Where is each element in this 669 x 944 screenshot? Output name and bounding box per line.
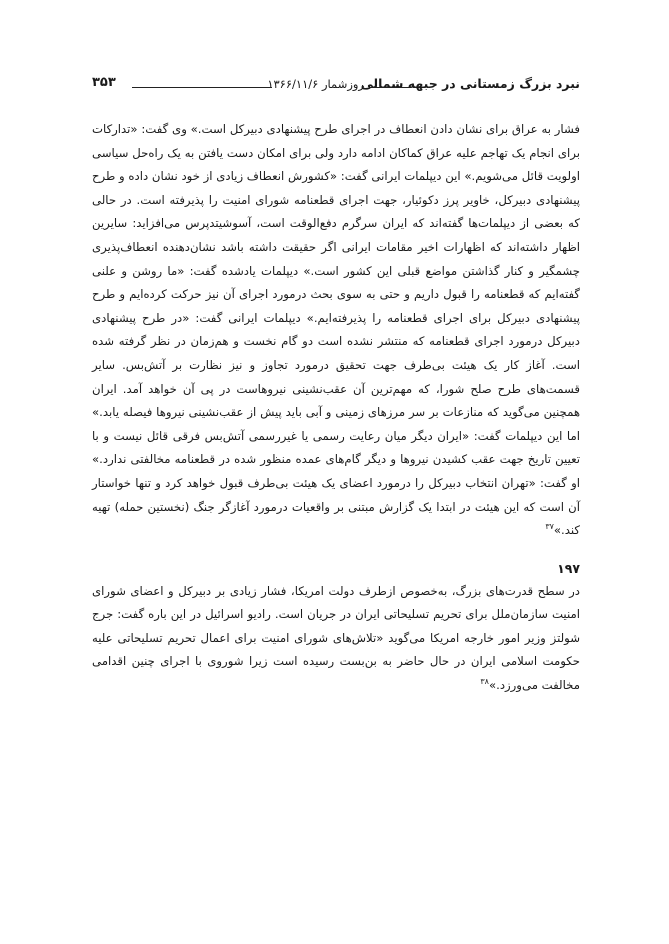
page-body: [92, 118, 580, 698]
entry-paragraph: [92, 118, 580, 543]
paragraph-text: فشار به عراق برای نشان دادن انعطاف در اجرای طرح پیشنهادی دبیرکل است.» وی گفت: «تدارکات برای انجام یک تهاجم علیه عراق کماکان ادامه دارد ولی برای امکان دست یافتن به یک راه‌حل سیاسی اولویت قائل می‌شویم.» این دیپلمات ایرانی گفت: «کشورش انعطاف زیادی از خود نشان داده و طرح پیشنهادی دبیرکل، خاویر پرز دکوئیار، جهت اجرای قطعنامه شورای امنیت را پذیرفته است. در حالی که بعضی از دیپلمات‌ها گفته‌اند که ایران سرگرم دفع‌الوقت است، آسوشیتدپرس می‌افزاید: سایرین اظهار داشته‌اند که اظهارات اخیر مقامات ایرانی اگر حقیقت داشته باشد نشان‌دهنده انعطاف‌پذیری چشمگیر و کنار گذاشتن مواضع قبلی این کشور است.» دیپلمات یادشده گفت: «ما روشن و علنی گفته‌ایم که قطعنامه را قبول داریم و حتی به سوی بحث درمورد اجرای آن نیز حرکت کرده‌ایم و طرح پیشنهادی دبیرکل برای اجرای قطعنامه را پذیرفته‌ایم.» دیپلمات ایرانی گفت: «در طرح پیشنهادی دبیرکل درمورد اجرای قطعنامه که منتشر نشده است دو گام نخست و هم‌زمان در نظر گرفته شده است. آغاز کار یک هیئت بی‌طرف جهت تحقیق درمورد تجاوز و نیز نظارت بر آتش‌بس. سایر قسمت‌های طرح صلح شورا، که مهم‌ترین آن عقب‌نشینی نیروهاست در پی آن خواهد آمد. ایران همچنین می‌گوید که منازعات بر سر مرزهای زمینی و آبی باید پیش از عقب‌نشینی نیروها فیصله یابد.» اما این دیپلمات گفت: «ایران دیگر میان رعایت رسمی یا غیررسمی آتش‌بس فرقی قائل نیست و با تعیین تاریخ جهت عقب کشیدن نیروها و دیگر گام‌های عمده منظور شده در قطعنامه مخالفتی ندارد.» او گفت: «تهران انتخاب دبیرکل را درمورد اعضای یک هیئت بی‌طرف قبول خواهد کرد و تنها خواستار آن است که این هیئت در ابتدا یک گزارش مبتنی بر واقعیات درمورد آغازگر جنگ (نخستین حمله) تهیه کند.»: [92, 122, 580, 538]
entry-number: ۱۹۷: [557, 560, 580, 576]
running-title: نبرد بزرگ زمستانی در جبهه شمالی: [360, 76, 580, 91]
page-number: ۳۵۳: [92, 75, 116, 90]
chronicle-date: روزشمار ۱۳۶۶/۱۱/۶: [267, 77, 364, 91]
header-rule: [132, 87, 272, 88]
header-rule: [370, 87, 410, 88]
footnote-marker[interactable]: ۳۷: [545, 522, 554, 532]
paragraph-text: در سطح قدرت‌های بزرگ، به‌خصوص ازطرف دولت امریکا، فشار زیادی بر دبیرکل و اعضای شورای امنیت سازمان‌ملل برای تحریم تسلیحاتی ایران در جریان است. رادیو اسرائیل در این باره گفت: جرج شولتز وزیر امور خارجه امریکا می‌گوید «تلاش‌های شورای امنیت برای اعمال تحریم تسلیحاتی علیه حکومت اسلامی ایران در حال حاضر به بن‌بست رسیده است زیرا شوروی با اجرای چنین اقدامی مخالفت می‌ورزد.»: [92, 583, 580, 693]
footnote-marker[interactable]: ۳۸: [480, 677, 489, 687]
entry-paragraph: [92, 580, 580, 698]
page-header: [92, 74, 580, 96]
